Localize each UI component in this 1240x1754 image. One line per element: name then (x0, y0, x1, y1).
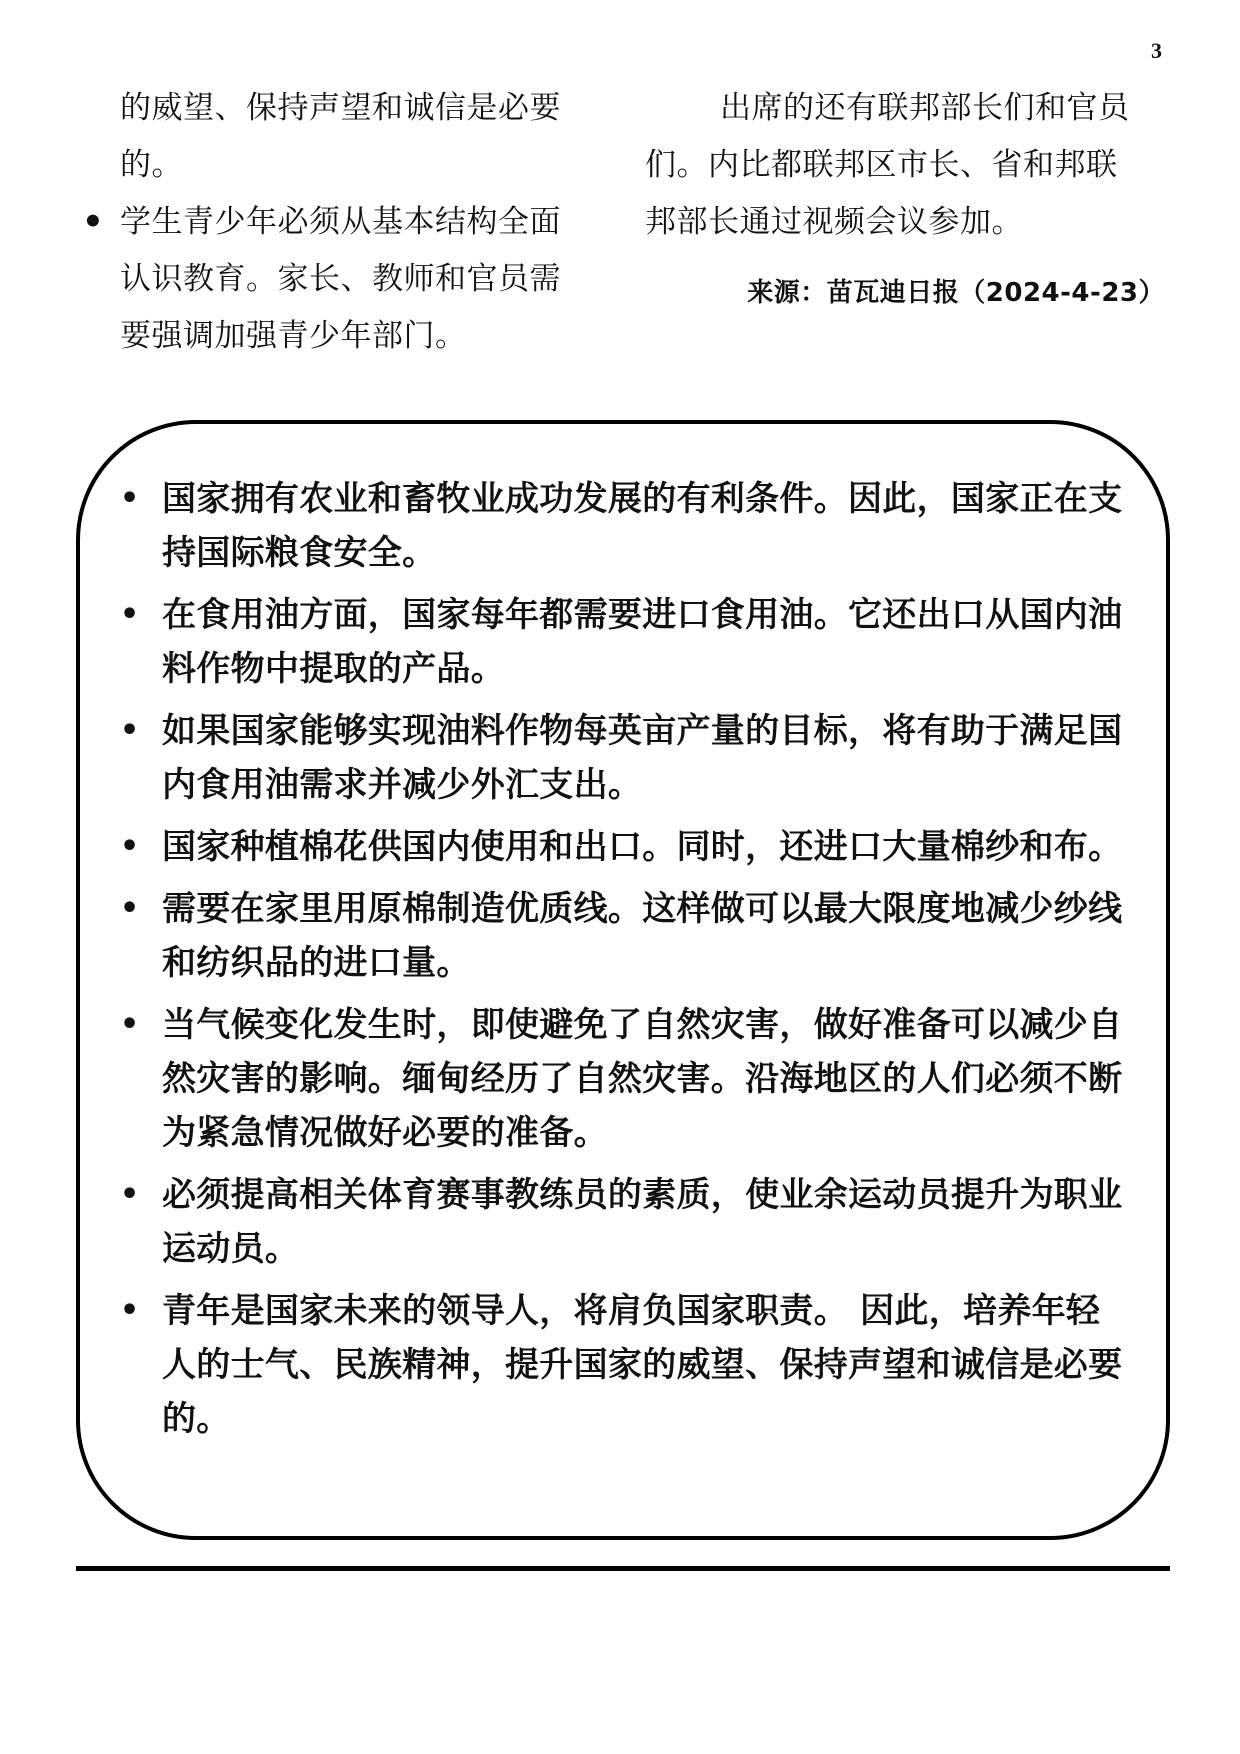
bullet-icon: • (120, 829, 140, 864)
paragraph-line: 出席的还有联邦部长们和官员 (720, 90, 1130, 126)
footer-divider (76, 1566, 1170, 1571)
list-item-text: 国家拥有农业和畜牧业成功发展的有利条件。因此，国家正在支持国际粮食安全。 (162, 479, 1123, 573)
list-item-text: 必须提高相关体育赛事教练员的素质，使业余运动员提升为职业运动员。 (162, 1175, 1123, 1269)
bullet-icon: • (120, 1293, 140, 1328)
list-item-text: 在食用油方面，国家每年都需要进口食用油。它还出口从国内油料作物中提取的产品。 (162, 595, 1123, 689)
list-item (120, 588, 1130, 696)
bullet-icon: • (120, 1177, 140, 1212)
bullet-icon: • (120, 713, 140, 748)
list-item (120, 1168, 1130, 1276)
bullet-icon: • (120, 891, 140, 926)
list-item-text: 当气候变化发生时，即使避免了自然灾害，做好准备可以减少自然灾害的影响。缅甸经历了自然灾害。沿海地区的人们必须不断为紧急情况做好必要的准备。 (162, 1005, 1123, 1153)
left-bullet-item (82, 194, 610, 365)
bullet-icon: • (120, 1007, 140, 1042)
continued-text-line: 的。 (120, 147, 183, 183)
list-item (120, 704, 1130, 812)
list-item-text: 如果国家能够实现油料作物每英亩产量的目标，将有助于满足国内食用油需求并减少外汇支出。 (162, 711, 1123, 805)
list-item (120, 472, 1130, 580)
list-item-text: 青年是国家未来的领导人，将肩负国家职责。 因此，培养年轻人的士气、民族精神，提升国家的威望、保持声望和诚信是必要的。 (162, 1291, 1123, 1439)
bullet-text-line: 认识教育。家长、教师和官员需 (120, 261, 561, 297)
bullet-icon: • (120, 481, 140, 516)
paragraph-line: 们。内比都联邦区市长、省和邦联 (645, 147, 1118, 183)
continued-text-line: 的威望、保持声望和诚信是必要 (120, 90, 561, 126)
list-item-text: 需要在家里用原棉制造优质线。这样做可以最大限度地减少纱线和纺织品的进口量。 (162, 889, 1123, 983)
highlight-box-list (120, 472, 1130, 1454)
list-item-text: 国家种植棉花供国内使用和出口。同时，还进口大量棉纱和布。 (162, 827, 1123, 867)
bullet-text-line: 学生青少年必须从基本结构全面 (120, 204, 561, 240)
list-item (120, 882, 1130, 990)
bullet-icon: • (120, 597, 140, 632)
paragraph-line: 邦部长通过视频会议参加。 (645, 204, 1023, 240)
list-item (120, 820, 1130, 874)
list-item (120, 1284, 1130, 1446)
source-citation: 来源：苗瓦迪日报（2024-4-23） (747, 278, 1165, 308)
left-column (82, 80, 610, 365)
list-item (120, 998, 1130, 1160)
page-number: 3 (1151, 38, 1162, 63)
bullet-text-line: 要强调加强青少年部门。 (120, 318, 467, 354)
right-column (645, 80, 1165, 313)
bullet-icon: • (82, 202, 105, 242)
